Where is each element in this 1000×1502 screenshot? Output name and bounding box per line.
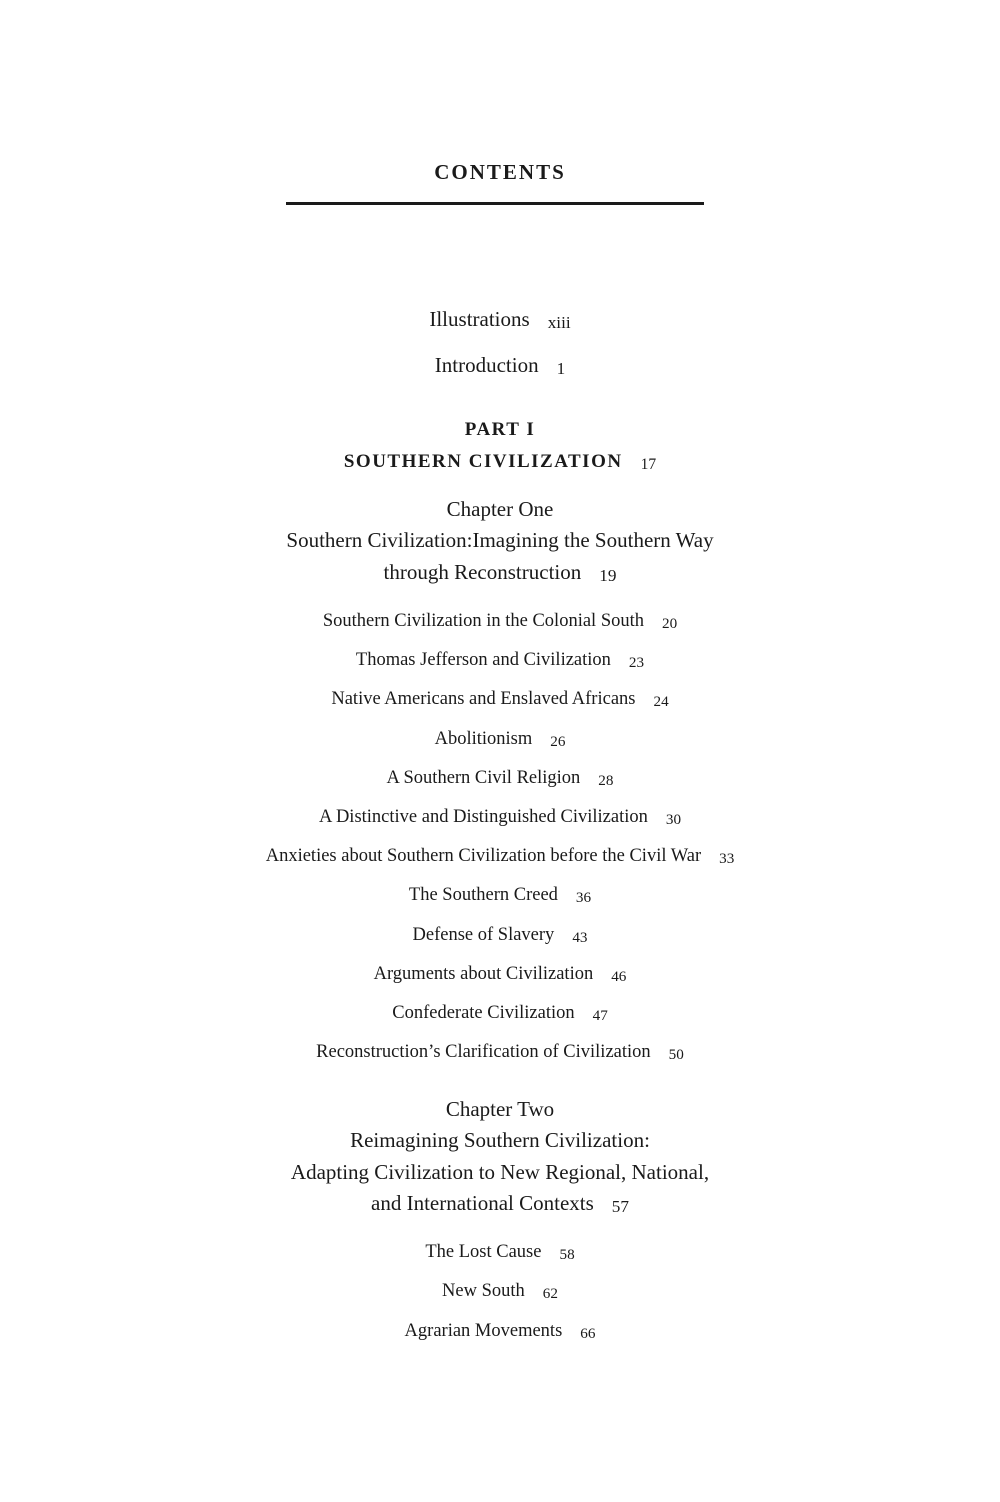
chapter-title: through Reconstruction: [383, 560, 582, 584]
section-entry: [0, 1321, 1000, 1342]
chapter-two-label: Chapter Two: [445, 1097, 555, 1121]
chapter-title: and International Contexts: [371, 1191, 594, 1215]
section-page: 36: [575, 889, 592, 906]
section-page: 33: [719, 850, 735, 867]
section-title: Arguments about Civilization: [373, 964, 594, 984]
section-page: 46: [611, 968, 627, 985]
section-page: 28: [598, 772, 614, 789]
section-title: Anxieties about Southern Civilization before the Civil War: [265, 846, 702, 866]
section-title: A Southern Civil Religion: [386, 768, 581, 788]
section-page: 30: [665, 811, 682, 828]
section-title: Reconstruction’s Clarification of Civilization: [316, 1042, 651, 1062]
section-title: Abolitionism: [434, 729, 533, 749]
section-title: Thomas Jefferson and Civilization: [355, 650, 611, 670]
section-title: The Lost Cause: [425, 1242, 542, 1262]
section-title: The Southern Creed: [408, 885, 558, 905]
section-entry: [0, 1242, 1000, 1263]
section-page: 47: [592, 1007, 608, 1024]
part-title-line: [0, 451, 1000, 473]
section-title: Native Americans and Enslaved Africans: [331, 689, 636, 709]
part-title: SOUTHERN CIVILIZATION: [343, 451, 623, 472]
entry-title: Illustrations: [429, 307, 530, 331]
section-entry: [0, 964, 1000, 985]
section-page: 50: [668, 1046, 684, 1063]
section-entry: [0, 729, 1000, 750]
section-page: 66: [580, 1325, 596, 1342]
section-page: 20: [662, 615, 678, 632]
section-entry: [0, 611, 1000, 632]
section-entry: [0, 768, 1000, 789]
entry-title: Introduction: [434, 353, 539, 377]
section-page: 62: [542, 1285, 558, 1302]
section-entry: [0, 1042, 1000, 1063]
chapter-two-title-line2: Adapting Civilization to New Regional, National,: [290, 1160, 710, 1184]
section-title: Agrarian Movements: [404, 1321, 563, 1341]
section-page: 24: [653, 693, 669, 710]
section-title: A Distinctive and Distinguished Civilization: [318, 807, 648, 827]
chapter-one-title-line2: [0, 560, 1000, 585]
entry-page: 1: [556, 359, 566, 378]
contents-heading: CONTENTS: [434, 160, 566, 184]
chapter-page: 19: [599, 566, 617, 585]
chapter-two-title-line3: [0, 1191, 1000, 1216]
chapter-page: 57: [611, 1197, 629, 1216]
section-entry: [0, 1281, 1000, 1302]
section-page: 23: [628, 654, 645, 671]
section-page: 26: [550, 733, 566, 750]
section-page: 58: [559, 1246, 575, 1263]
part-page: 17: [640, 456, 657, 473]
section-title: New South: [442, 1281, 525, 1301]
section-title: Southern Civilization in the Colonial South: [322, 611, 644, 631]
heading-rule: [286, 202, 704, 205]
section-entry: [0, 807, 1000, 828]
section-entry: [0, 925, 1000, 946]
chapter-one-label: Chapter One: [446, 497, 554, 521]
section-title: Defense of Slavery: [412, 925, 555, 945]
toc-entry-illustrations: [0, 307, 1000, 332]
section-entry: [0, 1003, 1000, 1024]
section-page: 43: [572, 929, 588, 946]
section-entry: [0, 650, 1000, 671]
chapter-two-title-line1: Reimagining Southern Civilization:: [350, 1128, 650, 1152]
toc-entry-introduction: [0, 353, 1000, 378]
chapter-one-title-line1: Southern Civilization:Imagining the Southern Way: [286, 528, 714, 552]
section-title: Confederate Civilization: [392, 1003, 575, 1023]
section-entry: [0, 689, 1000, 710]
part-label: PART I: [464, 419, 536, 440]
entry-page: xiii: [547, 313, 571, 332]
section-entry: [0, 885, 1000, 906]
section-entry: [0, 846, 1000, 867]
